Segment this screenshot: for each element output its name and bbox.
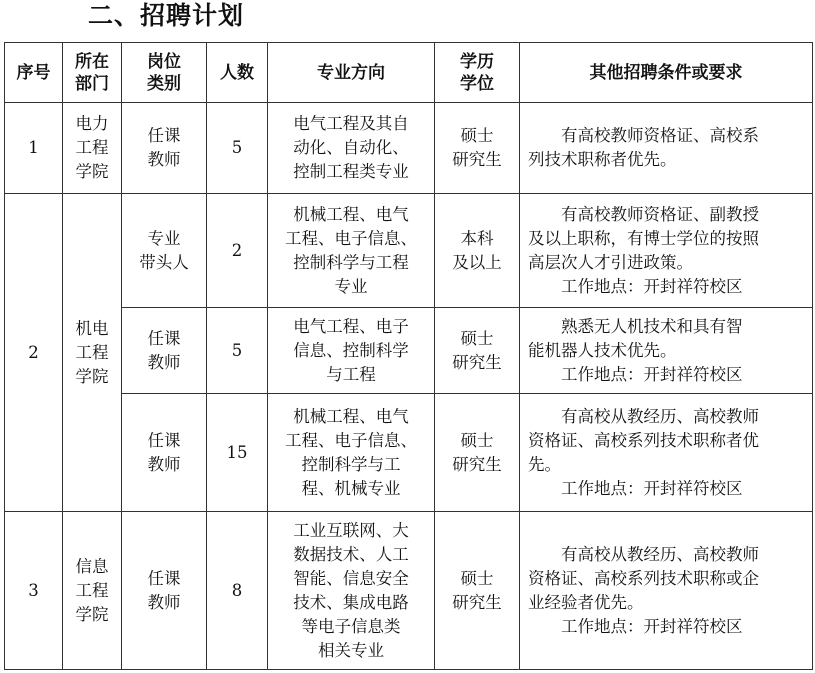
- cell-dept: 信息 工程 学院: [63, 512, 122, 670]
- header-req: 其他招聘条件或要求: [520, 43, 813, 103]
- cell-major: 工业互联网、大 数据技术、人工 智能、信息安全 技术、集成电路 等电子信息类 相关专业: [268, 512, 435, 670]
- cell-major: 电气工程及其自 动化、自动化、 控制工程类专业: [268, 103, 435, 194]
- cell-requirements: 有高校从教经历、高校教师 资格证、高校系列技术职称或企 业经验者优先。 工作地点：开封祥符校区: [520, 512, 813, 670]
- cell-requirements: 有高校教师资格证、高校系 列技术职称者优先。: [520, 103, 813, 194]
- table-row: [5, 512, 813, 670]
- table-header-row: [5, 43, 813, 103]
- cell-post: 任课 教师: [122, 512, 207, 670]
- cell-count: 5: [207, 103, 268, 194]
- cell-edu: 硕士 研究生: [435, 512, 520, 670]
- header-seq: 序号: [5, 43, 63, 103]
- cell-dept: 机电 工程 学院: [63, 194, 122, 512]
- cell-edu: 硕士 研究生: [435, 308, 520, 394]
- cell-major: 机械工程、电气 工程、电子信息、 控制科学与工 程、机械专业: [268, 394, 435, 512]
- cell-edu: 硕士 研究生: [435, 394, 520, 512]
- header-major: 专业方向: [268, 43, 435, 103]
- cell-requirements: 熟悉无人机技术和具有智 能机器人技术优先。 工作地点：开封祥符校区: [520, 308, 813, 394]
- cell-post: 任课 教师: [122, 394, 207, 512]
- cell-major: 电气工程、电子 信息、控制科学 与工程: [268, 308, 435, 394]
- header-post: 岗位 类别: [122, 43, 207, 103]
- cell-edu: 硕士 研究生: [435, 103, 520, 194]
- cell-edu: 本科 及以上: [435, 194, 520, 308]
- cell-count: 8: [207, 512, 268, 670]
- cell-count: 5: [207, 308, 268, 394]
- cell-seq: 3: [5, 512, 63, 670]
- cell-requirements: 有高校教师资格证、副教授 及以上职称，有博士学位的按照 高层次人才引进政策。 工作地点：开封祥符校区: [520, 194, 813, 308]
- cell-post: 任课 教师: [122, 308, 207, 394]
- cell-post: 专业 带头人: [122, 194, 207, 308]
- cell-count: 15: [207, 394, 268, 512]
- recruitment-plan-table: [4, 42, 813, 670]
- table-row: [5, 103, 813, 194]
- header-dept: 所在 部门: [63, 43, 122, 103]
- cell-requirements: 有高校从教经历、高校教师 资格证、高校系列技术职称者优 先。 工作地点：开封祥符校区: [520, 394, 813, 512]
- section-title: 二、招聘计划: [88, 1, 245, 30]
- cell-seq: 2: [5, 194, 63, 512]
- header-count: 人数: [207, 43, 268, 103]
- table-row: [5, 394, 813, 512]
- header-edu: 学历 学位: [435, 43, 520, 103]
- cell-dept: 电力 工程 学院: [63, 103, 122, 194]
- table-row: [5, 194, 813, 308]
- table-row: [5, 308, 813, 394]
- cell-post: 任课 教师: [122, 103, 207, 194]
- cell-seq: 1: [5, 103, 63, 194]
- cell-major: 机械工程、电气 工程、电子信息、 控制科学与工程 专业: [268, 194, 435, 308]
- cell-count: 2: [207, 194, 268, 308]
